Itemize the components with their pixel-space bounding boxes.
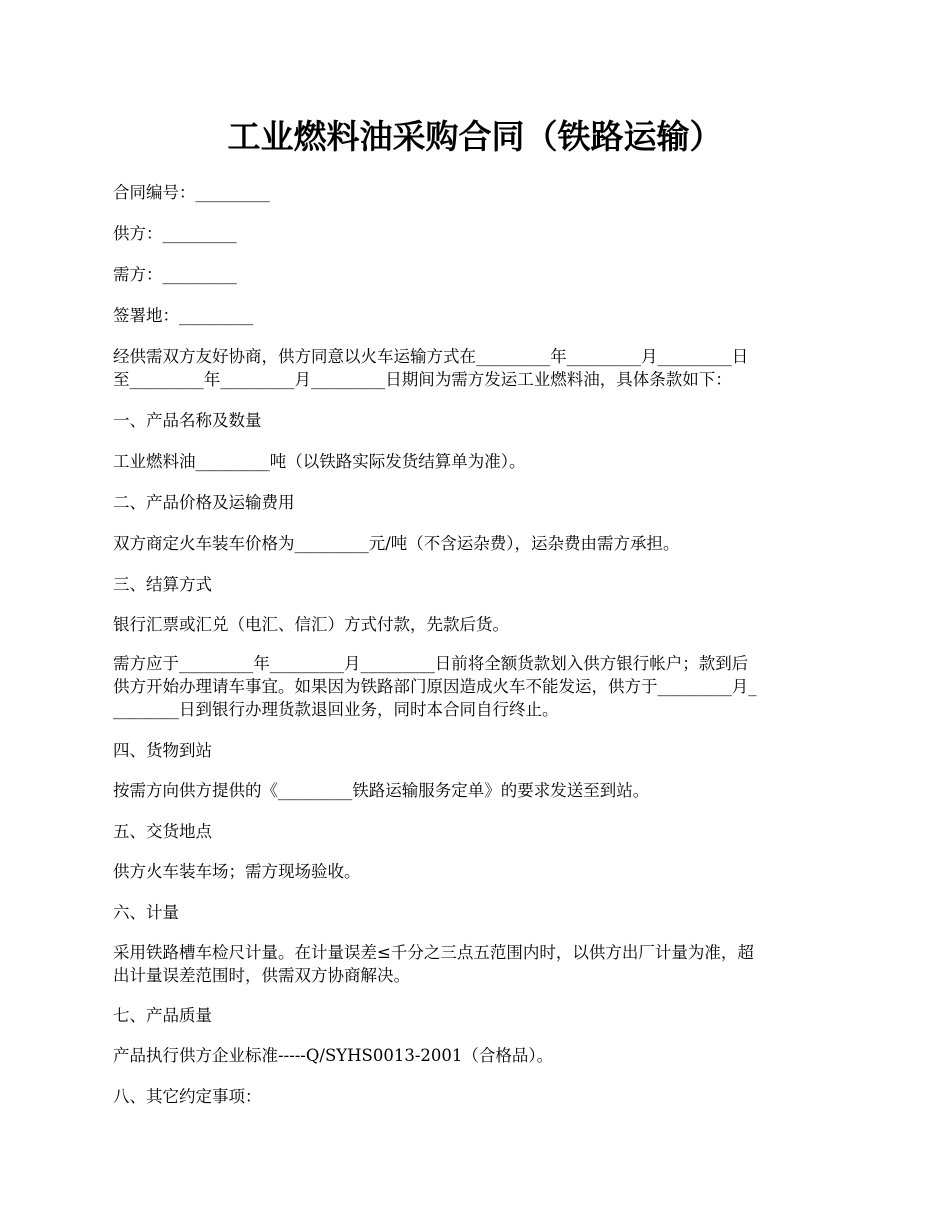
paragraph-line: 供方开始办理请车事宜。如果因为铁路部门原因造成火车不能发运，供方于_________月_ <box>113 677 757 696</box>
section-text: 双方商定火车装车价格为_________元/吨（不含运杂费），运杂费由需方承担。 <box>113 534 680 553</box>
paragraph-line: 需方应于_________年_________月_________日前将全额货款划入供方银行帐户；款到后 <box>113 654 749 673</box>
signing-place-field: 签署地：_________ <box>113 306 254 325</box>
section-heading: 三、结算方式 <box>113 575 212 594</box>
intro-paragraph <box>113 345 837 391</box>
buyer-field: 需方：_________ <box>113 265 237 284</box>
section-text: 工业燃料油_________吨（以铁路实际发货结算单为准）。 <box>113 452 526 471</box>
section-text: 按需方向供方提供的《_________铁路运输服务定单》的要求发送至到站。 <box>113 781 650 800</box>
paragraph-line: 出计量误差范围时，供需双方协商解决。 <box>113 966 410 985</box>
section-heading: 二、产品价格及运输费用 <box>113 493 295 512</box>
section-heading: 八、其它约定事项： <box>113 1087 262 1106</box>
intro-line: 经供需双方友好协商，供方同意以火车运输方式在_________年_________月_________日 <box>113 347 749 366</box>
payment-terms-paragraph <box>113 652 837 721</box>
contract-number-field: 合同编号：_________ <box>113 183 270 202</box>
paragraph-line: 采用铁路槽车检尺计量。在计量误差≤千分之三点五范围内时，以供方出厂计量为准，超 <box>113 943 754 962</box>
measurement-paragraph <box>113 941 837 987</box>
section-heading: 一、产品名称及数量 <box>113 411 262 430</box>
section-text: 产品执行供方企业标准-----Q/SYHS0013-2001（合格品）。 <box>113 1046 554 1065</box>
intro-line: 至_________年_________月_________日期间为需方发运工业燃料油，具体条款如下： <box>113 370 732 389</box>
section-text: 银行汇票或汇兑（电汇、信汇）方式付款，先款后货。 <box>113 615 509 634</box>
section-heading: 六、计量 <box>113 903 179 922</box>
section-heading: 五、交货地点 <box>113 822 212 841</box>
section-text: 供方火车装车场；需方现场验收。 <box>113 862 361 881</box>
paragraph-line: ________日到银行办理货款退回业务，同时本合同自行终止。 <box>113 700 559 719</box>
section-heading: 四、货物到站 <box>113 741 212 760</box>
supplier-field: 供方：_________ <box>113 224 237 243</box>
section-heading: 七、产品质量 <box>113 1006 212 1025</box>
document-title: 工业燃料油采购合同（铁路运输） <box>227 117 723 156</box>
